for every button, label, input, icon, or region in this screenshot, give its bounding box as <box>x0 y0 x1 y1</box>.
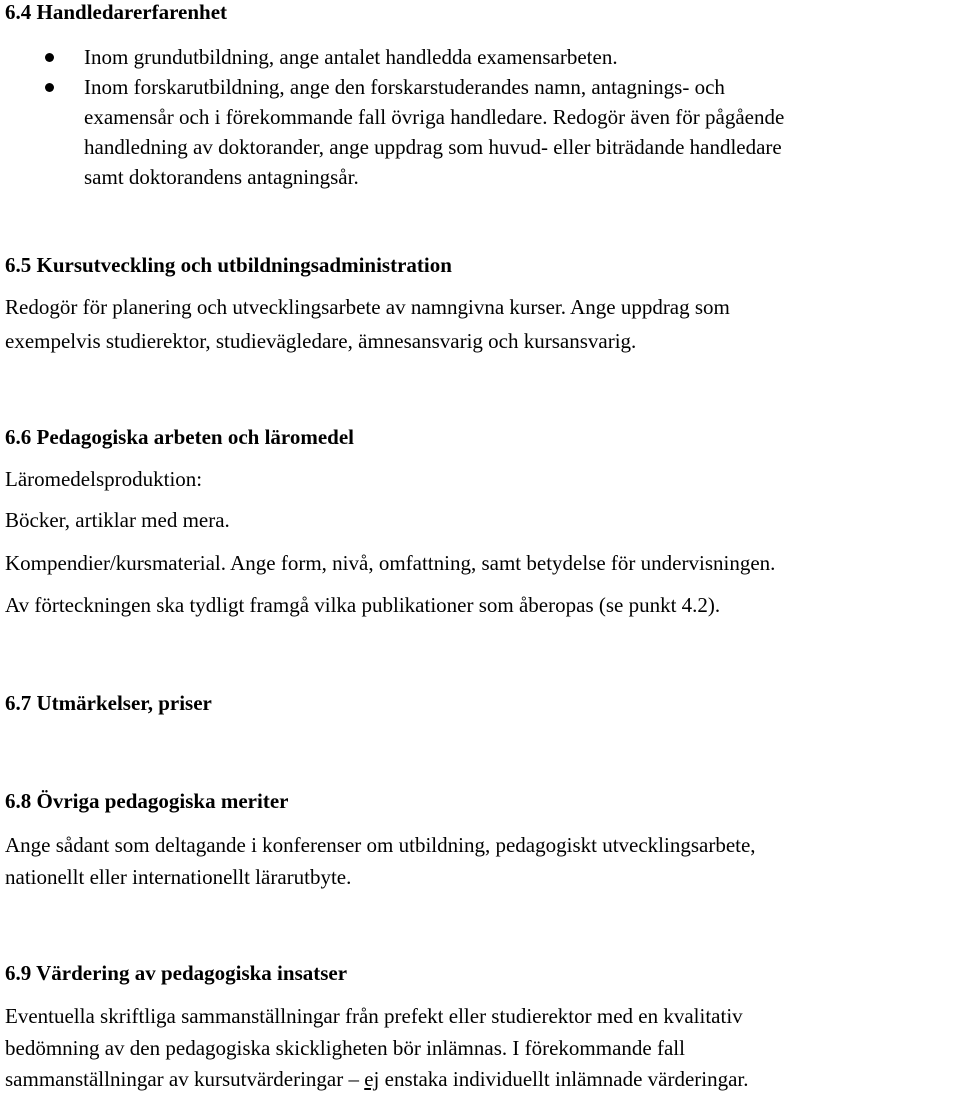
bullet-item <box>5 72 960 192</box>
section-6-4-bullet-list <box>5 42 960 192</box>
underlined-emphasis: ej <box>364 1067 380 1091</box>
section-6-6-line: Läromedelsproduktion: <box>5 467 203 491</box>
section-6-5-line: exempelvis studierektor, studievägledare, ämnesansvarig och kursansvarig. <box>5 329 637 353</box>
section-6-5-heading: 6.5 Kursutveckling och utbildningsadministration <box>5 253 452 277</box>
section-6-9-heading: 6.9 Värdering av pedagogiska insatser <box>5 961 348 985</box>
section-6-6-line: Kompendier/kursmaterial. Ange form, nivå, omfattning, samt betydelse för undervisningen. <box>5 551 776 575</box>
section-6-9-line <box>5 1064 960 1094</box>
section-6-9-text: sammanställningar av kursutvärderingar – <box>5 1067 365 1091</box>
bullet-text-line: samt doktorandens antagningsår. <box>84 165 359 189</box>
bullet-text-line: Inom forskarutbildning, ange den forskarstuderandes namn, antagnings- och <box>84 75 725 99</box>
section-6-6-line: Av förteckningen ska tydligt framgå vilka publikationer som åberopas (se punkt 4.2). <box>5 593 721 617</box>
section-6-7-heading: 6.7 Utmärkelser, priser <box>5 691 212 715</box>
section-6-9-text: enstaka individuellt inlämnade värderingar. <box>379 1067 749 1091</box>
section-6-8-line: Ange sådant som deltagande i konferenser om utbildning, pedagogiskt utvecklingsarbete, <box>5 833 756 857</box>
section-6-4-heading: 6.4 Handledarerfarenhet <box>5 0 228 24</box>
section-6-8-heading: 6.8 Övriga pedagogiska meriter <box>5 789 289 813</box>
bullet-text: Inom grundutbildning, ange antalet handledda examensarbeten. <box>84 45 618 69</box>
bullet-item <box>5 42 960 72</box>
bullet-text-line: handledning av doktorander, ange uppdrag som huvud- eller biträdande handledare <box>84 135 782 159</box>
section-6-6-heading: 6.6 Pedagogiska arbeten och läromedel <box>5 425 355 449</box>
section-6-8-line: nationellt eller internationellt lärarutbyte. <box>5 865 352 889</box>
bullet-icon <box>45 83 54 92</box>
section-6-9-line: Eventuella skriftliga sammanställningar från prefekt eller studierektor med en kvalitativ <box>5 1004 743 1028</box>
bullet-text-line: examensår och i förekommande fall övriga handledare. Redogör även för pågående <box>84 105 785 129</box>
section-6-6-line: Böcker, artiklar med mera. <box>5 508 230 532</box>
section-6-9-line: bedömning av den pedagogiska skickligheten bör inlämnas. I förekommande fall <box>5 1036 685 1060</box>
bullet-icon <box>45 53 54 62</box>
section-6-5-line: Redogör för planering och utvecklingsarbete av namngivna kurser. Ange uppdrag som <box>5 295 730 319</box>
